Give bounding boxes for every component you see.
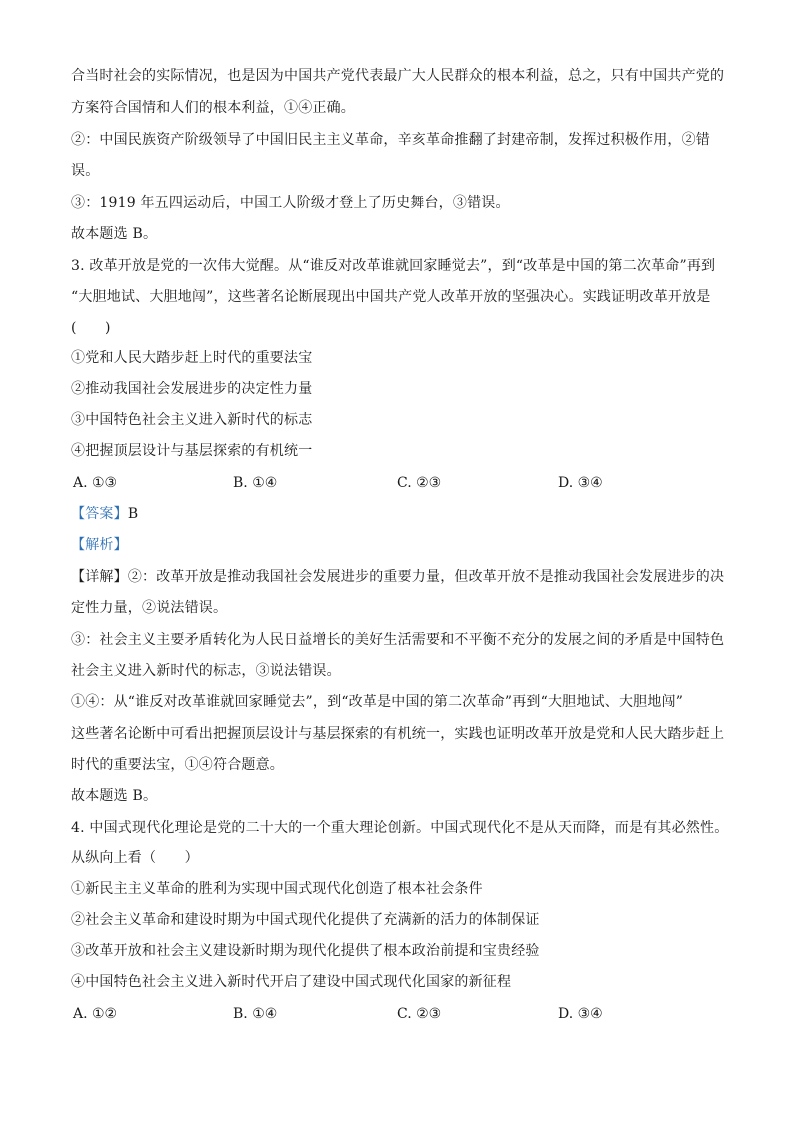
conclusion-line: 故本题选 B。 xyxy=(71,788,158,804)
option-c[interactable]: C. ②③ xyxy=(397,475,442,491)
question-4-item: ③改革开放和社会主义建设新时期为现代化提供了根本政治前提和宝贵经验 xyxy=(71,943,540,959)
explanation-line: 这些著名论断中可看出把握顶层设计与基层探索的有机统一，实践也证明改革开放是党和人民大踏步赶上 xyxy=(71,726,725,742)
question-3-item: ③中国特色社会主义进入新时代的标志 xyxy=(71,412,313,428)
option-a[interactable]: A. ①② xyxy=(73,1006,118,1022)
option-d[interactable]: D. ③④ xyxy=(558,475,603,491)
question-3-stem: “大胆地试、大胆地闯”，这些著名论断展现出中国共产党人改革开放的坚强决心。实践证明改革开放是 xyxy=(71,289,711,305)
answer-value: B xyxy=(127,506,139,522)
question-3-item: ④把握顶层设计与基层探索的有机统一 xyxy=(71,443,313,459)
question-3-blank: ( ) xyxy=(71,320,111,336)
text-line: 误。 xyxy=(71,163,100,179)
option-d[interactable]: D. ③④ xyxy=(558,1006,603,1022)
answer-line xyxy=(71,504,731,524)
explanation-line xyxy=(71,567,731,587)
conclusion-line: 故本题选 B。 xyxy=(71,226,158,242)
question-4-stem: 从纵向上看（ ） xyxy=(71,850,199,866)
explanation-text: ②：改革开放是推动我国社会发展进步的重要力量，但改革开放不是推动我国社会发展进步的决 xyxy=(127,569,725,585)
option-b[interactable]: B. ①④ xyxy=(233,475,278,491)
option-b[interactable]: B. ①④ xyxy=(233,1006,278,1022)
option-a[interactable]: A. ①③ xyxy=(73,475,118,491)
text-line: 方案符合国情和人们的根本利益，①④正确。 xyxy=(71,100,355,116)
option-c[interactable]: C. ②③ xyxy=(397,1006,442,1022)
explanation-line: ①④：从“谁反对改革谁就回家睡觉去”，到“改革是中国的第二次革命”再到“大胆地试、大胆地闯” xyxy=(71,694,684,710)
question-3-item: ②推动我国社会发展进步的决定性力量 xyxy=(71,381,313,397)
detail-tag: 【详解】 xyxy=(71,569,128,585)
question-4-item: ②社会主义革命和建设时期为中国式现代化提供了充满新的活力的体制保证 xyxy=(71,912,540,928)
question-3-item: ①党和人民大踏步赶上时代的重要法宝 xyxy=(71,350,313,366)
text-line: ②：中国民族资产阶级领导了中国旧民主主义革命，辛亥革命推翻了封建帝制，发挥过积极作用，②错 xyxy=(71,132,710,148)
question-4-stem: 4. 中国式现代化理论是党的二十大的一个重大理论创新。中国式现代化不是从天而降，而是有其必然性。 xyxy=(71,820,729,836)
text-line: 合当时社会的实际情况，也是因为中国共产党代表最广大人民群众的根本利益，总之，只有中国共产党的 xyxy=(71,68,725,84)
explanation-line: 社会主义进入新时代的标志，③说法错误。 xyxy=(71,663,341,679)
explanation-line: 定性力量，②说法错误。 xyxy=(71,600,228,616)
analysis-line xyxy=(71,535,731,555)
question-4-item: ④中国特色社会主义进入新时代开启了建设中国式现代化国家的新征程 xyxy=(71,974,512,990)
answer-tag: 【答案】 xyxy=(71,506,128,522)
question-3-stem: 3. 改革开放是党的一次伟大觉醒。从“谁反对改革谁就回家睡觉去”，到“改革是中国的第二次革命”再到 xyxy=(71,258,716,274)
text-line: ③：1919 年五四运动后，中国工人阶级才登上了历史舞台，③错误。 xyxy=(71,195,510,211)
question-4-item: ①新民主主义革命的胜利为实现中国式现代化创造了根本社会条件 xyxy=(71,881,483,897)
explanation-line: 时代的重要法宝，①④符合题意。 xyxy=(71,757,284,773)
analysis-tag: 【解析】 xyxy=(71,537,128,553)
explanation-line: ③：社会主义主要矛盾转化为人民日益增长的美好生活需要和不平衡不充分的发展之间的矛盾是中国特色 xyxy=(71,632,725,648)
